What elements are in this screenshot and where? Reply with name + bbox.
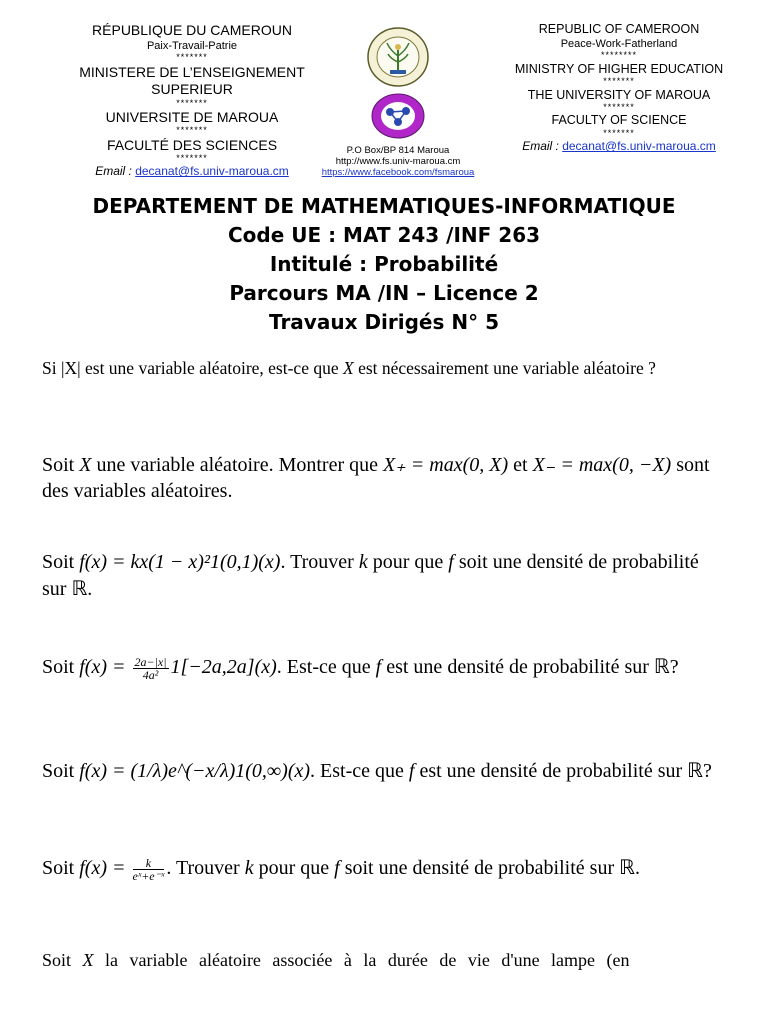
td-number: Travaux Dirigés N° 5 — [269, 310, 499, 334]
math-var: f — [448, 551, 454, 573]
faculty-fr: FACULTÉ DES SCIENCES — [106, 136, 278, 153]
math-formula: f(x) = kx(1 − x)²1(0,1)(x) — [79, 551, 281, 573]
exercise-5 — [42, 757, 726, 785]
text: Soit — [42, 760, 80, 782]
text: Si |X| est une variable aléatoire, est-ce que — [42, 358, 343, 378]
separator: ******** — [600, 50, 638, 61]
math-fraction — [133, 656, 169, 681]
ministry-fr: MINISTERE DE L’ENSEIGNEMENT SUPERIEUR — [79, 63, 305, 97]
department-title: DEPARTEMENT DE MATHEMATIQUES-INFORMATIQUE — [92, 194, 676, 218]
letterhead-center — [318, 26, 478, 179]
math-formula: X₊ = max(0, X) — [383, 454, 509, 476]
email-line-fr — [42, 164, 342, 179]
text: est nécessairement une variable aléatoire ? — [353, 358, 656, 378]
university-en: THE UNIVERSITY OF MAROUA — [527, 87, 711, 102]
math-var: X — [79, 454, 92, 476]
faculty-en: FACULTY OF SCIENCE — [551, 113, 687, 128]
ministry-en: MINISTRY OF HIGHER EDUCATION — [514, 61, 724, 76]
email-label: Email : — [522, 139, 563, 154]
email-label: Email : — [95, 164, 136, 179]
separator: ******* — [603, 128, 635, 138]
text: soit une densité de probabilité sur ℝ. — [42, 551, 699, 600]
math-formula: 1[−2a,2a](x) — [170, 656, 277, 678]
exercise-7 — [42, 948, 726, 972]
math-var: f — [408, 760, 415, 782]
separator: ******* — [176, 97, 208, 108]
course-code: Code UE : MAT 243 /INF 263 — [227, 223, 541, 247]
text: . Est-ce que — [276, 656, 376, 678]
email-link[interactable]: decanat@fs.univ-maroua.cm — [562, 139, 716, 154]
text: est une densité de probabilité sur ℝ? — [414, 760, 712, 782]
math-formula: f(x) = (1/λ)e^(−x/λ)1(0,∞)(x) — [79, 760, 311, 782]
fraction-numerator: k — [133, 857, 165, 870]
letterhead-english — [494, 22, 744, 154]
text: Soit — [42, 656, 80, 678]
text: . Est-ce que — [310, 760, 409, 782]
email-link[interactable]: decanat@fs.univ-maroua.cm — [135, 164, 289, 179]
text: pour que — [253, 857, 335, 879]
fraction-numerator: 2a−|x| — [134, 654, 167, 669]
separator: ******* — [603, 76, 635, 87]
math-var: X — [342, 358, 354, 378]
text: . Trouver — [280, 551, 359, 573]
address-block — [318, 146, 478, 179]
text: Soit — [42, 551, 80, 573]
separator: ******* — [603, 102, 635, 113]
course-title: Intitulé : Probabilité — [269, 252, 499, 276]
text: la variable aléatoire associée à la durée de vie d'une lampe (en — [93, 950, 630, 970]
math-var: k — [244, 857, 254, 879]
text: Soit — [42, 950, 83, 970]
po-box: P.O Box/BP 814 Maroua — [346, 145, 450, 156]
country-name-en: REPUBLIC OF CAMEROON — [538, 22, 700, 36]
letterhead-french — [42, 22, 342, 179]
separator: ******* — [176, 52, 208, 63]
exercise-3 — [42, 549, 726, 603]
exercise-2 — [42, 452, 726, 504]
text: Soit — [42, 454, 80, 476]
text: est une densité de probabilité sur ℝ? — [381, 656, 679, 678]
math-formula: f(x) = — [79, 857, 126, 879]
math-var: f — [375, 656, 382, 678]
email-line-en — [494, 139, 744, 154]
fraction-denominator: 4a² — [142, 667, 159, 682]
text: pour que — [367, 551, 449, 573]
separator: ******* — [176, 153, 208, 163]
math-var: X — [82, 950, 94, 970]
facebook-link[interactable]: https://www.facebook.com/fsmaroua — [321, 166, 475, 178]
math-formula: f(x) = — [79, 656, 126, 678]
text: soit une densité de probabilité sur ℝ. — [339, 857, 640, 879]
country-name-fr: RÉPUBLIQUE DU CAMEROUN — [92, 22, 292, 38]
math-var: k — [358, 551, 368, 573]
motto-fr: Paix-Travail-Patrie — [146, 39, 238, 52]
document-titles — [0, 192, 768, 337]
separator: ******* — [176, 125, 208, 136]
text: . Trouver — [166, 857, 245, 879]
text: une variable aléatoire. Montrer que — [91, 454, 384, 476]
text: Soit — [42, 857, 80, 879]
faculty-logo-icon — [368, 92, 428, 140]
exercise-6 — [42, 853, 726, 883]
exercise-1 — [42, 357, 726, 380]
website-link[interactable]: http://www.fs.univ-maroua.cm — [335, 155, 461, 167]
letterhead — [0, 0, 768, 190]
motto-en: Peace-Work-Fatherland — [560, 37, 678, 50]
program: Parcours MA /IN – Licence 2 — [229, 281, 539, 305]
fraction-denominator: eˣ+e⁻ˣ — [132, 868, 165, 883]
university-seal-icon — [363, 26, 433, 88]
text: et — [508, 454, 533, 476]
math-formula: X₋ = max(0, −X) — [532, 454, 672, 476]
university-fr: UNIVERSITE DE MAROUA — [105, 108, 279, 125]
text: sont des variables aléatoires. — [42, 454, 710, 502]
exercise-4 — [42, 652, 726, 682]
math-var: f — [334, 857, 340, 879]
math-fraction — [133, 857, 165, 882]
